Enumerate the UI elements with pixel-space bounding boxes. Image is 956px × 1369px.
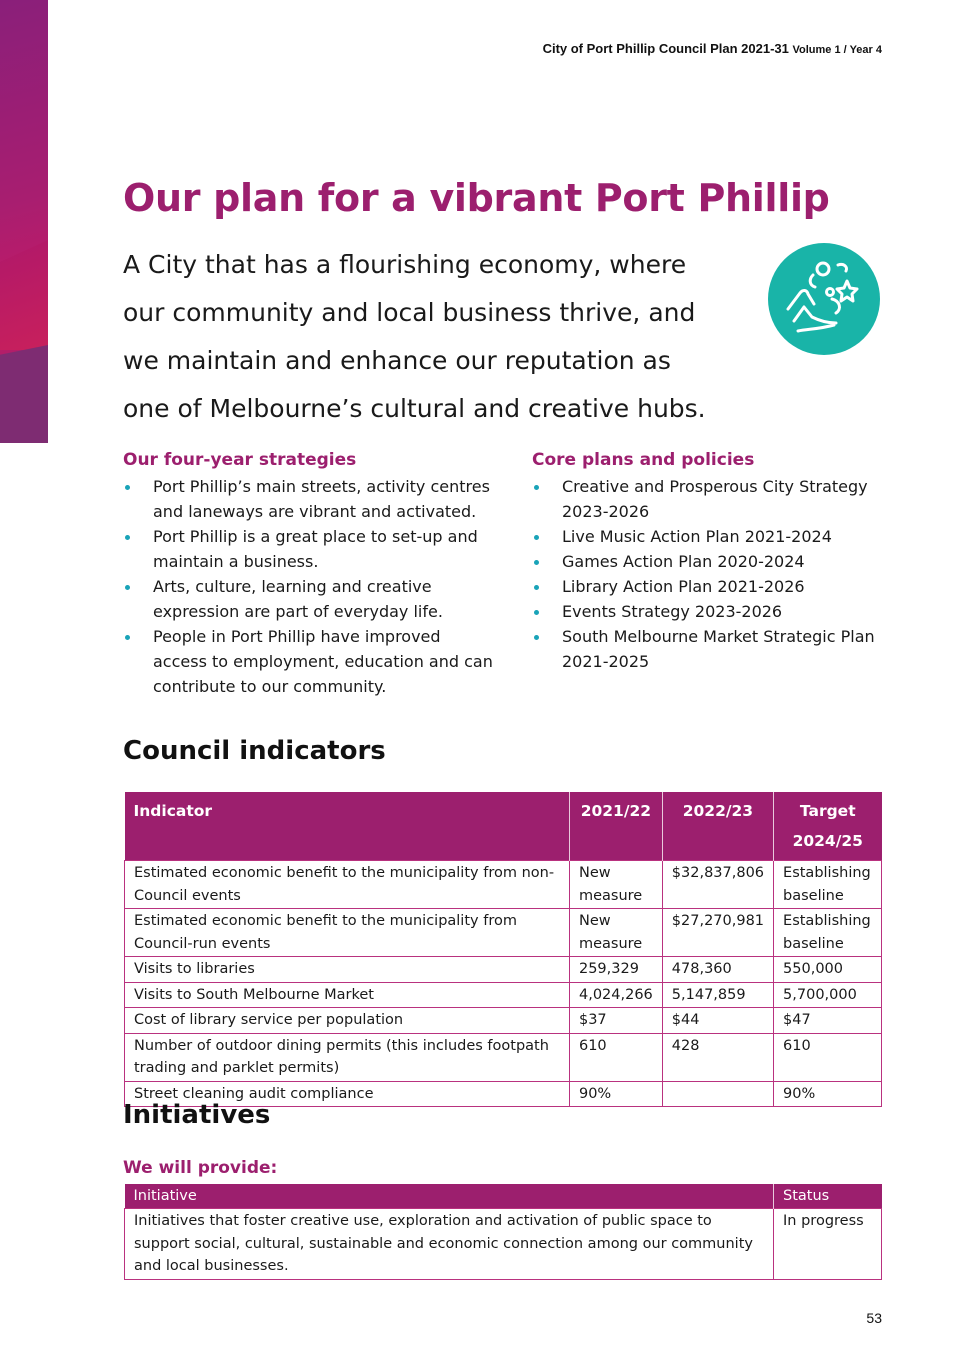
value-2022-23: $44	[662, 1008, 773, 1034]
side-decoration-strip	[0, 0, 48, 443]
value-target: $47	[774, 1008, 882, 1034]
initiatives-header-row	[125, 1184, 882, 1209]
value-target: Establishing baseline	[774, 909, 882, 957]
indicators-table	[124, 792, 882, 1107]
initiative-cell: Initiatives that foster creative use, exploration and activation of public space to support social, cultural, sustainable and economic connection among our community and local businesses.	[125, 1209, 774, 1280]
value-2021-22: 90%	[569, 1081, 662, 1107]
value-2022-23: 5,147,859	[662, 982, 773, 1008]
value-target: 90%	[774, 1081, 882, 1107]
strategies-list	[123, 474, 493, 699]
value-2021-22: New measure	[569, 861, 662, 909]
strategy-item: Arts, culture, learning and creative expression are part of everyday life.	[123, 574, 493, 624]
value-target: 550,000	[774, 957, 882, 983]
table-row	[125, 861, 882, 909]
column-header-initiative: Initiative	[125, 1184, 774, 1209]
performance-celebration-icon	[768, 243, 880, 355]
core-plan-item: South Melbourne Market Strategic Plan 2021-2025	[532, 624, 902, 674]
core-plan-item: Games Action Plan 2020-2024	[532, 549, 902, 574]
value-target: 610	[774, 1033, 882, 1081]
indicators-heading: Council indicators	[123, 736, 386, 766]
column-header-indicator: Indicator	[125, 792, 570, 861]
column-header-2021-22: 2021/22	[569, 792, 662, 861]
initiatives-table	[124, 1184, 882, 1280]
indicator-cell: Cost of library service per population	[125, 1008, 570, 1034]
value-2022-23: $27,270,981	[662, 909, 773, 957]
table-row	[125, 982, 882, 1008]
value-2021-22: New measure	[569, 909, 662, 957]
strategy-item: Port Phillip is a great place to set-up and maintain a business.	[123, 524, 493, 574]
column-header-target: Target 2024/25	[774, 792, 882, 861]
strategies-section	[123, 450, 493, 699]
indicator-cell: Number of outdoor dining permits (this includes footpath trading and parklet permits)	[125, 1033, 570, 1081]
table-row	[125, 1209, 882, 1280]
strategies-heading: Our four-year strategies	[123, 450, 357, 470]
initiatives-heading: Initiatives	[123, 1100, 271, 1130]
column-header-status: Status	[774, 1184, 882, 1209]
intro-statement	[123, 241, 763, 433]
doc-title: City of Port Phillip Council Plan 2021-31	[542, 41, 789, 56]
value-2022-23	[662, 1081, 773, 1107]
page-number: 53	[866, 1310, 882, 1326]
initiatives-subheading: We will provide:	[123, 1158, 278, 1178]
indicators-header-row	[125, 792, 882, 861]
value-2021-22: 610	[569, 1033, 662, 1081]
value-2022-23: 478,360	[662, 957, 773, 983]
indicator-cell: Visits to libraries	[125, 957, 570, 983]
table-row	[125, 957, 882, 983]
page-title: Our plan for a vibrant Port Phillip	[123, 176, 830, 220]
column-header-2022-23: 2022/23	[662, 792, 773, 861]
table-row	[125, 909, 882, 957]
intro-line: we maintain and enhance our reputation as	[123, 346, 671, 375]
intro-line: our community and local business thrive, and	[123, 298, 696, 327]
core-plans-list	[532, 474, 902, 674]
indicator-cell: Estimated economic benefit to the municipality from Council-run events	[125, 909, 570, 957]
value-2021-22: 4,024,266	[569, 982, 662, 1008]
side-band-upper	[0, 240, 48, 350]
table-row	[125, 1033, 882, 1081]
side-band-lower	[0, 345, 48, 443]
value-2022-23: $32,837,806	[662, 861, 773, 909]
core-plan-item: Events Strategy 2023-2026	[532, 599, 902, 624]
core-plan-item: Live Music Action Plan 2021-2024	[532, 524, 902, 549]
core-plans-section	[532, 450, 902, 674]
table-row	[125, 1008, 882, 1034]
core-plan-item: Library Action Plan 2021-2026	[532, 574, 902, 599]
value-2021-22: $37	[569, 1008, 662, 1034]
volume-label: Volume 1 / Year 4	[792, 44, 882, 56]
intro-line: one of Melbourne’s cultural and creative hubs.	[123, 394, 706, 423]
value-target: Establishing baseline	[774, 861, 882, 909]
running-header	[543, 41, 882, 56]
indicator-cell: Estimated economic benefit to the municipality from non-Council events	[125, 861, 570, 909]
value-2022-23: 428	[662, 1033, 773, 1081]
strategy-item: Port Phillip’s main streets, activity centres and laneways are vibrant and activated.	[123, 474, 493, 524]
strategy-item: People in Port Phillip have improved access to employment, education and can contribute to our community.	[123, 624, 493, 699]
indicator-cell: Street cleaning audit compliance	[125, 1081, 570, 1107]
value-target: 5,700,000	[774, 982, 882, 1008]
intro-line: A City that has a flourishing economy, where	[123, 250, 687, 279]
status-cell: In progress	[774, 1209, 882, 1280]
core-plans-heading: Core plans and policies	[532, 450, 755, 470]
indicator-cell: Visits to South Melbourne Market	[125, 982, 570, 1008]
core-plan-item: Creative and Prosperous City Strategy 2023-2026	[532, 474, 902, 524]
value-2021-22: 259,329	[569, 957, 662, 983]
